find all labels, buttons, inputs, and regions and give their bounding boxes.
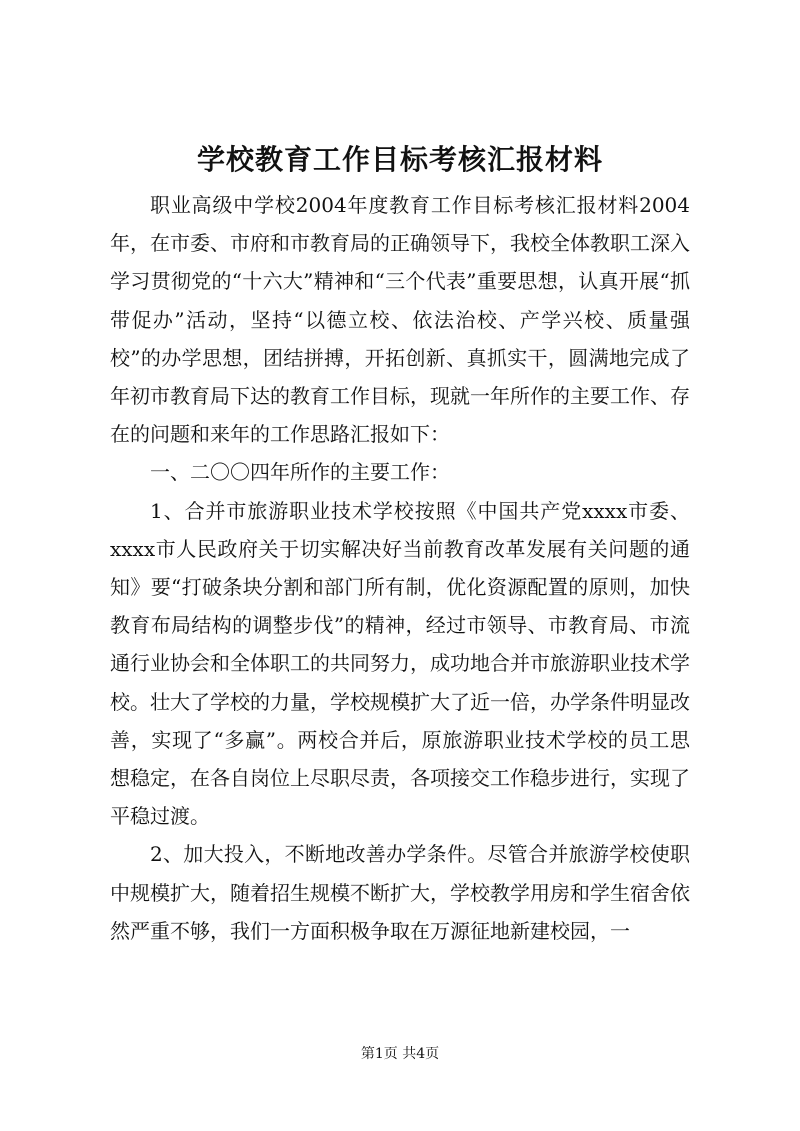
paragraph-section-heading: 一、二〇〇四年所作的主要工作：: [150, 460, 450, 485]
document-title: 学校教育工作目标考核汇报材料: [196, 143, 603, 176]
document-body: [110, 186, 690, 950]
paragraph-intro: 职业高级中学校2004年度教育工作目标考核汇报材料2004年，在市委、市府和市教育局的正确领导下，我校全体教职工深入学习贯彻党的“十六大”精神和“三个代表”重要思想，认真开展“抓带促办”活动，坚持“以德立校、依法治校、产学兴校、质量强校”的办学思想，团结拼搏，开拓创新、真抓实干，圆满地完成了年初市教育局下达的教育工作目标，现就一年所作的主要工作、存在的问题和来年的工作思路汇报如下：: [110, 193, 690, 447]
paragraph-item-2: 2、加大投入，不断地改善办学条件。尽管合并旅游学校使职中规模扩大，随着招生规模不断扩大，学校教学用房和学生宿舍依然严重不够，我们一方面积极争取在万源征地新建校园，一: [110, 842, 690, 943]
paragraph-item-1: 1、合并市旅游职业技术学校按照《中国共产党xxxx市委、xxxx市人民政府关于切实解决好当前教育改革发展有关问题的通知》要“打破条块分割和部门所有制，优化资源配置的原则，加快教育布局结构的调整步伐”的精神，经过市领导、市教育局、市流通行业协会和全体职工的共同努力，成功地合并市旅游职业技术学校。壮大了学校的力量，学校规模扩大了近一倍，办学条件明显改善，实现了“多赢”。两校合并后，原旅游职业技术学校的员工思想稳定，在各自岗位上尽职尽责，各项接交工作稳步进行，实现了平稳过渡。: [110, 498, 690, 829]
page-footer: 第1页 共4页: [360, 1046, 440, 1062]
